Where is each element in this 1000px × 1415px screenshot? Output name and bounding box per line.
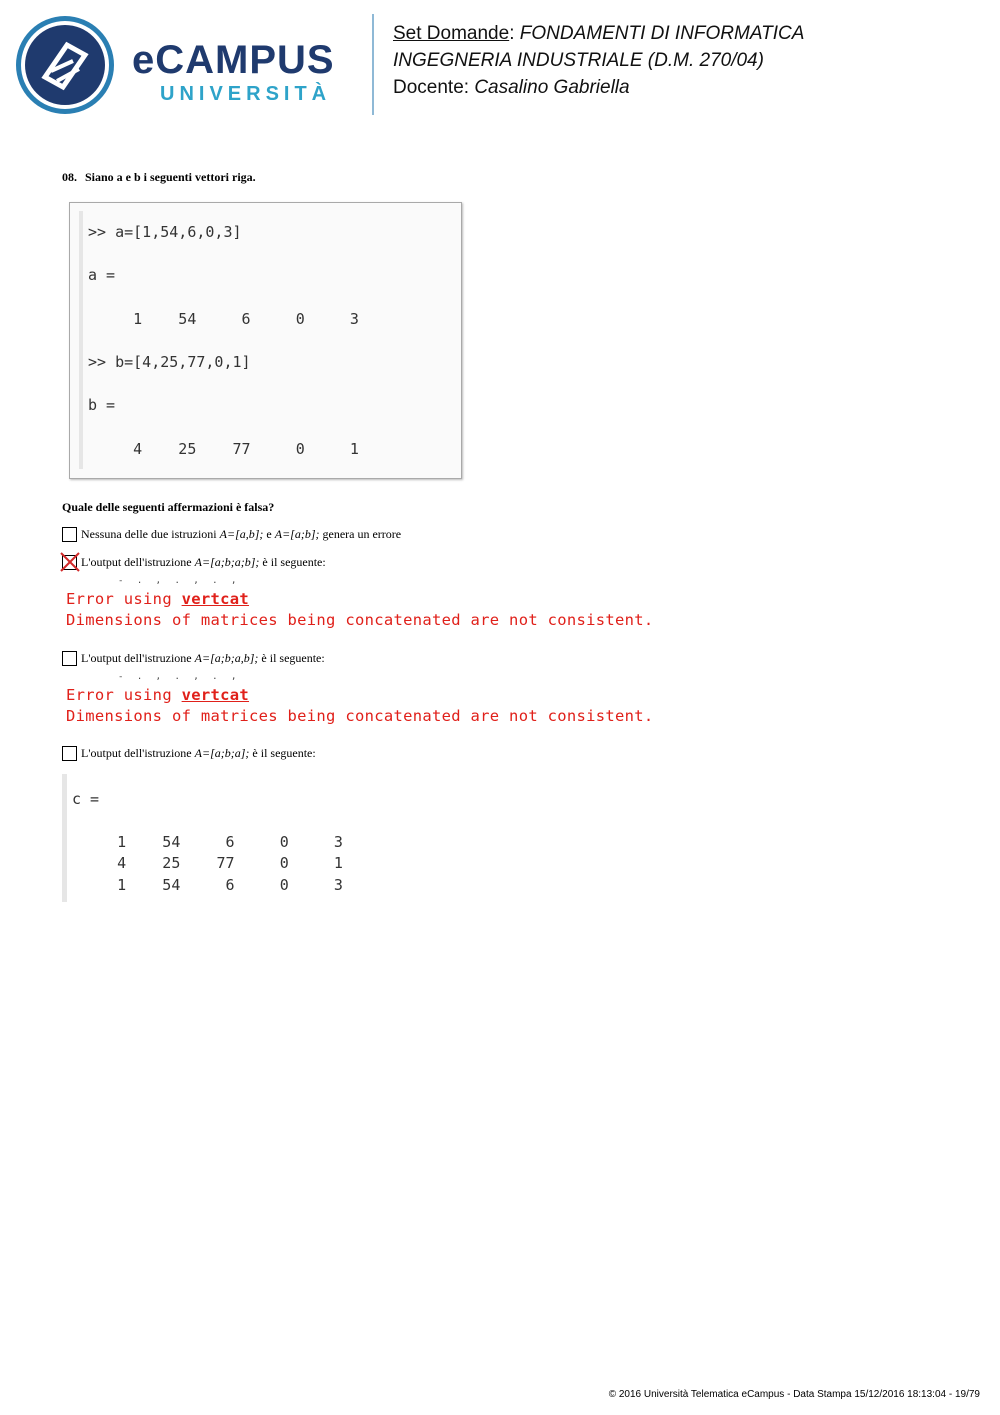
matlab-line: a =	[88, 266, 116, 284]
option-label: L'output dell'istruzione A=[a;b;a;b]; è il seguente:	[81, 555, 326, 569]
answer-option-3[interactable]	[62, 651, 325, 666]
cross-mark-icon	[59, 551, 81, 573]
error-keyword-link: vertcat	[181, 590, 250, 608]
docente-line	[393, 74, 993, 101]
matlab-line: 1 54 6 0 3	[72, 833, 343, 851]
matlab-line: >> b=[4,25,77,0,1]	[88, 353, 251, 371]
matlab-line: 4 25 77 0 1	[72, 854, 343, 872]
error-line-2: Dimensions of matrices being concatenated are not consistent.	[66, 707, 654, 725]
option-checkbox-checked[interactable]	[62, 555, 77, 570]
ecampus-logo-icon	[15, 15, 115, 115]
page-footer: © 2016 Università Telematica eCampus - Data Stampa 15/12/2016 18:13:04 - 19/79	[608, 1389, 980, 1400]
error-cut-line: - . , . , . ,	[118, 576, 241, 586]
matlab-output-c	[62, 774, 402, 902]
header-divider	[372, 14, 374, 115]
option-label: Nessuna delle due istruzioni A=[a,b]; e A=[a;b]; genera un errore	[81, 527, 402, 541]
matlab-line: 1 54 6 0 3	[88, 310, 359, 328]
question-subtitle: Quale delle seguenti affermazioni è falsa?	[62, 500, 275, 514]
brand-logo	[132, 38, 362, 106]
question-title	[62, 170, 256, 185]
brand-subtitle: UNIVERSITÀ	[160, 83, 332, 105]
set-line: Set Domande: FONDAMENTI DI INFORMATICA	[393, 23, 805, 44]
answer-option-1[interactable]	[62, 527, 401, 542]
error-cut-line: - . , . , . ,	[118, 672, 241, 682]
answer-option-2[interactable]	[62, 555, 326, 570]
question-text: Siano a e b i seguenti vettori riga.	[85, 170, 256, 184]
matlab-line: 1 54 6 0 3	[72, 876, 343, 894]
docente-value: Casalino Gabriella	[474, 77, 630, 98]
answer-option-4[interactable]	[62, 746, 316, 761]
option-checkbox[interactable]	[62, 527, 77, 542]
matlab-line: c =	[72, 790, 100, 808]
course-line	[393, 47, 993, 74]
matlab-line: b =	[88, 396, 116, 414]
option-checkbox[interactable]	[62, 746, 77, 761]
brand-name: eCAMPUS	[132, 38, 335, 82]
matlab-line: >> a=[1,54,6,0,3]	[88, 223, 242, 241]
matlab-gutter	[79, 211, 83, 469]
option-label: L'output dell'istruzione A=[a;b;a]; è il seguente:	[81, 746, 316, 760]
matlab-line: 4 25 77 0 1	[88, 440, 359, 458]
docente-label: Docente:	[393, 77, 470, 98]
set-value: FONDAMENTI DI INFORMATICA	[519, 23, 805, 44]
question-number: 08.	[62, 170, 77, 184]
error-line-1: Error using vertcat	[66, 686, 250, 704]
header-info	[393, 20, 993, 101]
error-line-1: Error using vertcat	[66, 590, 250, 608]
option-checkbox[interactable]	[62, 651, 77, 666]
course-value: INGEGNERIA INDUSTRIALE (D.M. 270/04)	[393, 50, 764, 71]
set-label: Set Domande	[393, 23, 510, 44]
matlab-gutter	[62, 774, 67, 902]
error-keyword-link: vertcat	[181, 686, 250, 704]
matlab-screenshot	[69, 202, 462, 479]
error-line-2: Dimensions of matrices being concatenated are not consistent.	[66, 611, 654, 629]
option-label: L'output dell'istruzione A=[a;b;a,b]; è il seguente:	[81, 651, 325, 665]
